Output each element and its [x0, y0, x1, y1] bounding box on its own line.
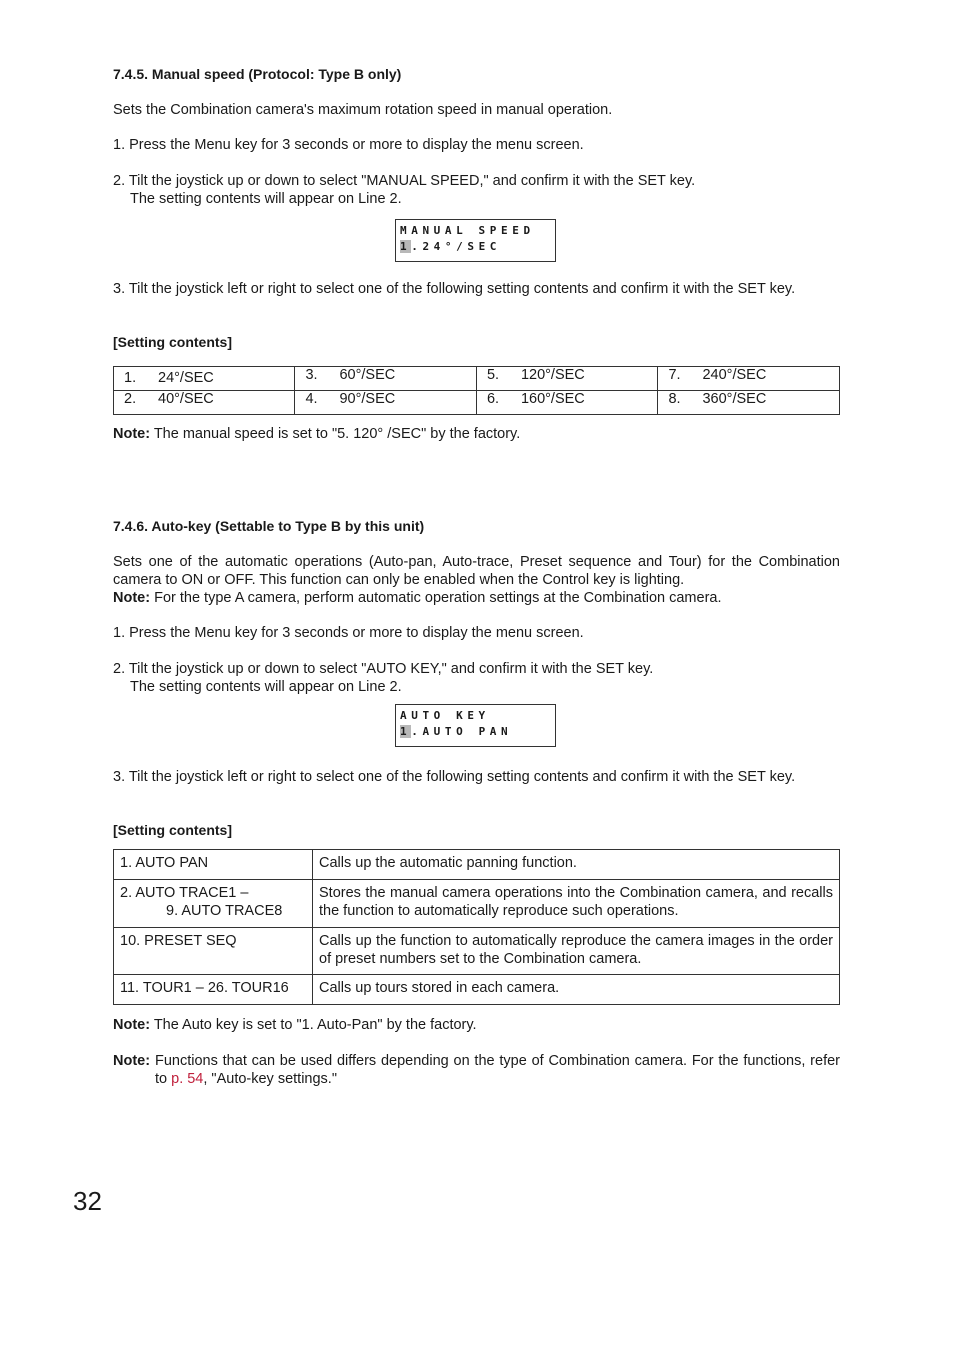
table-cell-item: 2. AUTO TRACE1 – 9. AUTO TRACE8: [114, 880, 313, 928]
lcd-line-1: MANUAL SPEED: [400, 224, 535, 237]
table-cell: 5. 120°/SEC: [476, 367, 658, 391]
table-cell-item: 1. AUTO PAN: [114, 850, 313, 880]
table-row: [114, 928, 840, 975]
auto-key-step3: 3. Tilt the joystick left or right to select one of the following setting contents and confirm it with the SET key.: [113, 769, 796, 785]
table-row: [114, 850, 840, 880]
lcd-cursor: 1: [400, 725, 412, 738]
table-cell: 3. 60°/SEC: [295, 367, 476, 391]
manual-speed-step3: 3. Tilt the joystick left or right to select one of the following setting contents and confirm it with the SET key.: [113, 281, 796, 297]
auto-key-intro-note: Note: For the type A camera, perform automatic operation settings at the Combination camera.: [113, 590, 722, 606]
auto-key-intro: Sets one of the automatic operations (Auto-pan, Auto-trace, Preset sequence and Tour) for the Combination camera to ON or OFF. This function can only be enabled when the Control key is lighting.: [113, 554, 840, 588]
table-cell: 2. 40°/SEC: [114, 391, 295, 415]
table-cell-desc: Calls up the automatic panning function.: [313, 850, 840, 880]
table-cell: 4. 90°/SEC: [295, 391, 476, 415]
table-cell-desc: Calls up the function to automatically reproduce the camera images in the order of preset numbers set to the Combination camera.: [313, 928, 840, 975]
lcd-value: .AUTO PAN: [411, 725, 513, 738]
section-heading-manual-speed: 7.4.5. Manual speed (Protocol: Type B only): [113, 66, 402, 82]
table-cell-item: 10. PRESET SEQ: [114, 928, 313, 975]
auto-key-lcd-display: [395, 704, 556, 747]
auto-key-step2: 2. Tilt the joystick up or down to select "AUTO KEY," and confirm it with the SET key.: [113, 661, 654, 677]
lcd-value: .24°/SEC: [411, 240, 502, 253]
table-cell-desc: Calls up tours stored in each camera.: [313, 975, 840, 1005]
table-cell: 7. 240°/SEC: [658, 367, 840, 391]
manual-speed-note: Note: The manual speed is set to "5. 120° /SEC" by the factory.: [113, 426, 521, 442]
table-cell-desc: Stores the manual camera operations into the Combination camera, and recalls the function to automatically reproduce such operations.: [313, 880, 840, 928]
section-heading-auto-key: 7.4.6. Auto-key (Settable to Type B by this unit): [113, 518, 425, 534]
auto-key-note-functions: Note: Functions that can be used differs depending on the type of Combination camera. For the functions, refer to p. 54, "Auto-key settings.": [113, 1053, 840, 1087]
manual-speed-step1: 1. Press the Menu key for 3 seconds or more to display the menu screen.: [113, 137, 584, 153]
page-number: 32: [73, 1186, 102, 1216]
manual-speed-intro: Sets the Combination camera's maximum rotation speed in manual operation.: [113, 102, 613, 118]
auto-key-contents-heading: [Setting contents]: [113, 822, 232, 838]
auto-key-step2-sub: The setting contents will appear on Line 2.: [130, 679, 402, 695]
manual-speed-step2-sub: The setting contents will appear on Line 2.: [130, 191, 402, 207]
auto-key-step1: 1. Press the Menu key for 3 seconds or more to display the menu screen.: [113, 625, 584, 641]
table-cell-item: 11. TOUR1 – 26. TOUR16: [114, 975, 313, 1005]
table-cell: 8. 360°/SEC: [658, 391, 840, 415]
manual-speed-lcd-display: [395, 219, 556, 262]
page-link[interactable]: p. 54: [171, 1071, 204, 1087]
table-row: [114, 391, 840, 415]
table-row: [114, 880, 840, 928]
lcd-cursor: 1: [400, 240, 412, 253]
lcd-line-1: AUTO KEY: [400, 709, 490, 722]
table-cell: 6. 160°/SEC: [476, 391, 658, 415]
lcd-line-2: [400, 724, 551, 740]
lcd-line-2: [400, 239, 551, 255]
auto-key-table: [113, 849, 840, 1005]
table-cell: 1. 24°/SEC: [114, 367, 295, 391]
manual-speed-table: [113, 366, 840, 415]
table-row: [114, 975, 840, 1005]
table-row: [114, 367, 840, 391]
manual-speed-step2: 2. Tilt the joystick up or down to select "MANUAL SPEED," and confirm it with the SET key.: [113, 173, 696, 189]
auto-key-note-factory: Note: The Auto key is set to "1. Auto-Pan" by the factory.: [113, 1017, 477, 1033]
manual-speed-contents-heading: [Setting contents]: [113, 334, 232, 350]
